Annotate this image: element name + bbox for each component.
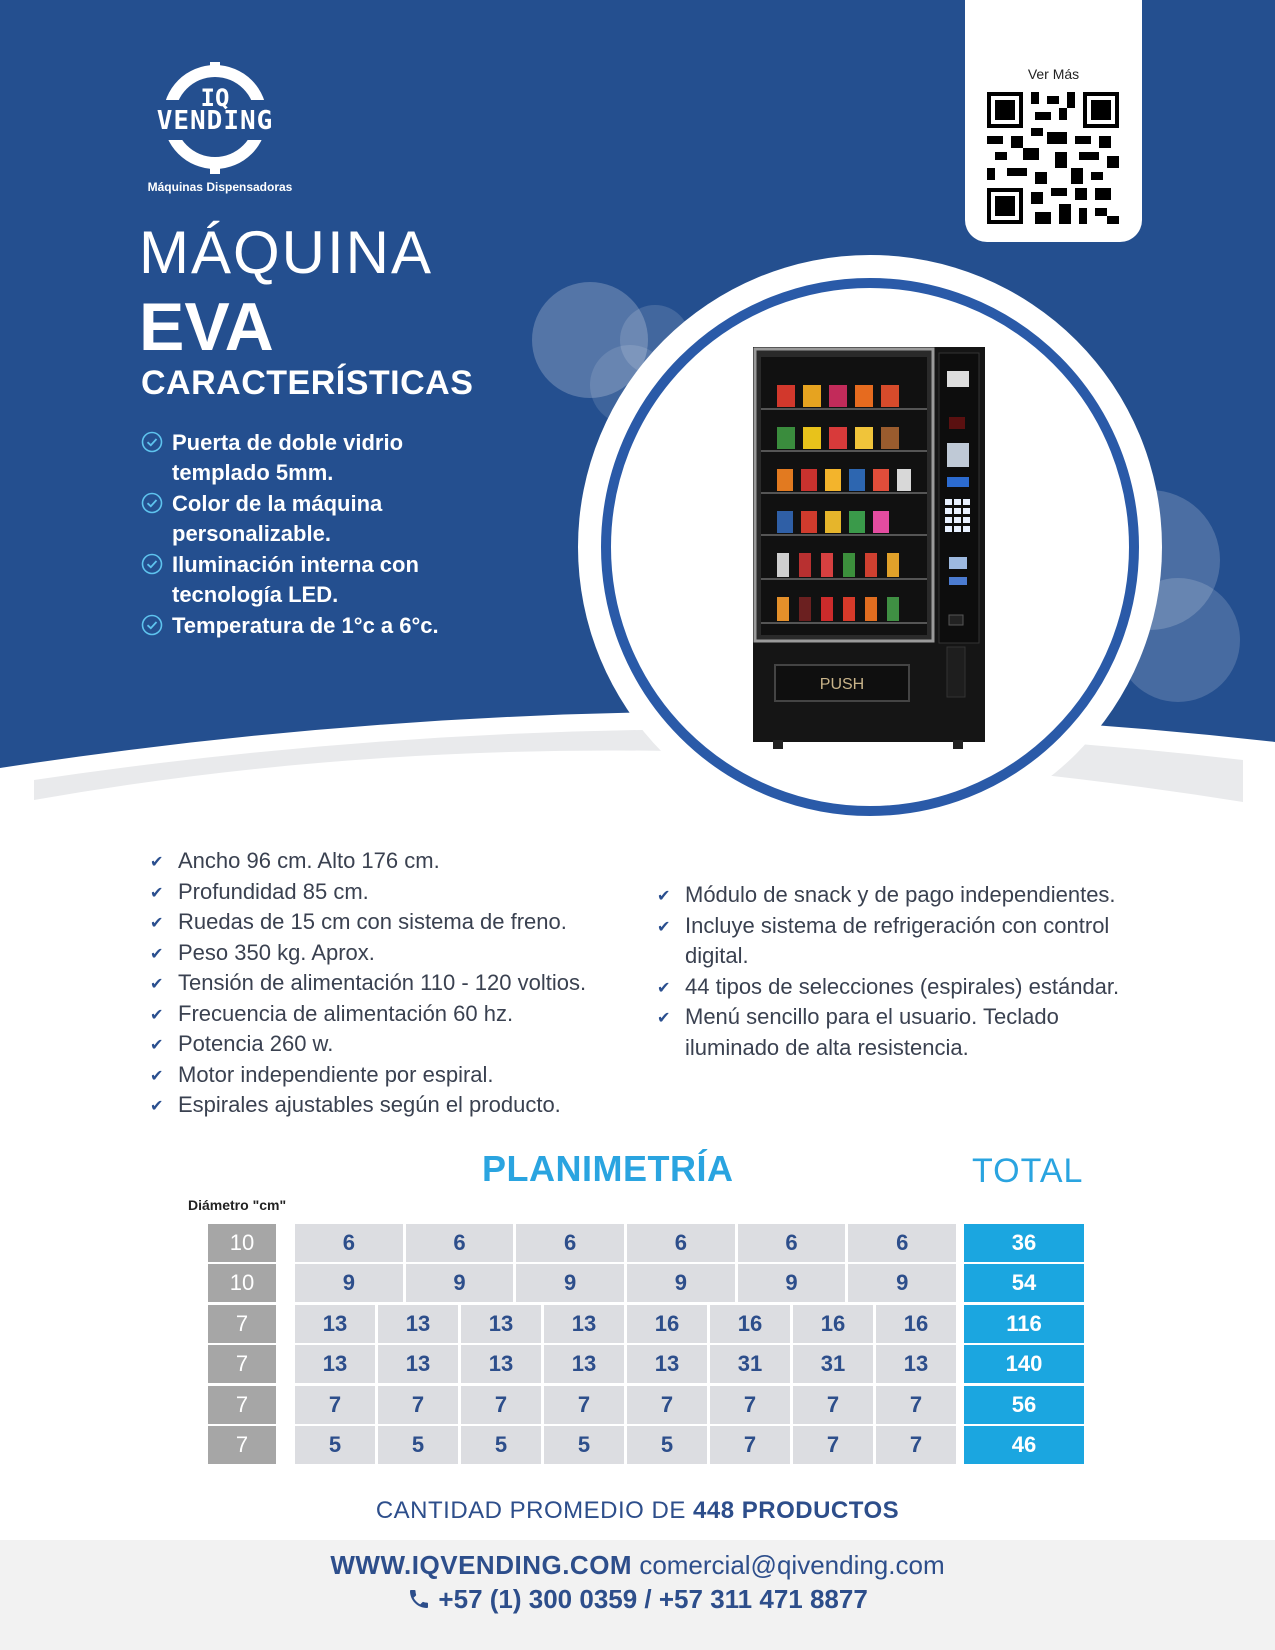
table-cell: 7 [627,1386,707,1424]
table-cell: 13 [544,1345,624,1383]
table-cell: 31 [710,1345,790,1383]
table-cell: 6 [738,1224,846,1262]
total-cell: 36 [964,1224,1084,1262]
spec-text: Ruedas de 15 cm con sistema de freno. [178,909,567,934]
diameter-cell: 10 [208,1264,276,1302]
table-cell: 7 [544,1386,624,1424]
spec-text: Peso 350 kg. Aprox. [178,939,375,965]
planimetria-title: PLANIMETRÍA [482,1148,734,1189]
push-label: PUSH [819,676,865,693]
feature-item [141,611,501,641]
check-icon: ✔ [150,854,164,871]
table-cell: 7 [876,1386,956,1424]
qr-label: Ver Más [1027,66,1080,82]
table-cell: 5 [295,1426,375,1464]
title-eva: EVA [139,289,274,365]
check-circle-icon [141,553,163,575]
spec-item [146,846,646,877]
spec-item [146,968,646,999]
spec-text: Profundidad 85 cm. [178,878,369,904]
table-cell: 9 [738,1264,846,1302]
table-cell: 9 [295,1264,403,1302]
table-cell: 9 [406,1264,514,1302]
footer-contact-line [0,1550,1275,1581]
check-icon: ✔ [150,1067,164,1085]
table-cell: 16 [710,1305,790,1343]
summary-line [0,1497,1275,1525]
table-cell: 16 [627,1305,707,1343]
table-cell: 5 [378,1426,458,1464]
table-cell: 9 [627,1264,735,1302]
feature-text: Color de la máquina personalizable. [172,491,383,546]
total-cell: 56 [964,1386,1084,1424]
feature-text: Iluminación interna con tecnología LED. [172,552,419,607]
check-circle-icon [141,492,163,514]
diameter-label: Diámetro "cm" [188,1197,287,1213]
table-cell: 13 [544,1305,624,1343]
logo-tagline: Máquinas Dispensadoras [147,180,293,194]
table-cell: 6 [295,1224,403,1262]
table-cell: 6 [516,1224,624,1262]
spec-item [653,972,1123,1003]
table-cell: 7 [876,1426,956,1464]
table-cell: 6 [406,1224,514,1262]
feature-item [141,550,501,610]
spec-text: Menú sencillo para el usuario. Teclado iluminado de alta resistencia. [685,1004,1059,1060]
title-caracteristicas: CARACTERÍSTICAS [141,364,474,402]
spec-text: Espirales ajustables según el producto. [178,1092,561,1117]
feature-item [141,428,501,488]
spec-item [146,938,646,969]
spec-item [146,1029,646,1060]
table-cell: 6 [627,1224,735,1262]
title-maquina: MÁQUINA [139,219,434,286]
table-cell: 16 [793,1305,873,1343]
logo-vending: VENDING [156,106,274,136]
check-icon: ✔ [150,884,164,902]
iq-vending-logo [140,62,300,202]
table-cell: 13 [295,1305,375,1343]
spec-item [653,911,1123,972]
phone-numbers[interactable]: +57 (1) 300 0359 / +57 311 471 8877 [438,1584,868,1614]
spec-item [653,880,1123,911]
table-cell: 7 [461,1386,541,1424]
total-cell: 140 [964,1345,1084,1383]
diameter-cell: 7 [208,1345,276,1383]
table-cell: 7 [793,1386,873,1424]
row-cells [295,1345,956,1383]
feature-item [141,489,501,549]
table-cell: 7 [710,1426,790,1464]
total-cell: 46 [964,1426,1084,1464]
website-link[interactable]: WWW.IQVENDING.COM [330,1550,633,1580]
specs-left-list [146,846,646,1121]
spec-item [653,1002,1123,1063]
check-icon: ✔ [657,888,671,905]
summary-prefix: CANTIDAD PROMEDIO DE [375,1497,686,1524]
spec-item [146,907,646,938]
table-cell: 7 [793,1426,873,1464]
footer-phone-line [0,1584,1275,1615]
table-cell: 6 [848,1224,956,1262]
table-cell: 31 [793,1345,873,1383]
specs-right-list [653,880,1123,1063]
check-icon: ✔ [150,976,164,993]
check-icon: ✔ [150,945,164,963]
row-cells [295,1386,956,1424]
spec-text: Tensión de alimentación 110 - 120 voltios. [178,970,587,995]
check-icon: ✔ [657,979,671,997]
table-cell: 13 [876,1345,956,1383]
total-title: TOTAL [972,1152,1084,1190]
summary-total: 448 PRODUCTOS [693,1497,900,1524]
check-icon: ✔ [657,918,671,936]
diameter-cell: 7 [208,1426,276,1464]
diameter-cell: 7 [208,1305,276,1343]
spec-text: Frecuencia de alimentación 60 hz. [178,1000,514,1026]
qr-card[interactable] [965,0,1142,242]
table-cell: 7 [295,1386,375,1424]
row-cells [295,1224,956,1262]
row-cells [295,1426,956,1464]
total-cell: 54 [964,1264,1084,1302]
table-cell: 7 [378,1386,458,1424]
diameter-cell: 10 [208,1224,276,1262]
table-cell: 13 [378,1305,458,1343]
spec-text: Potencia 260 w. [178,1031,334,1056]
table-cell: 16 [876,1305,956,1343]
check-icon: ✔ [150,1006,164,1024]
feature-text: Puerta de doble vidrio templado 5mm. [172,430,404,485]
row-cells [295,1264,956,1302]
table-cell: 5 [627,1426,707,1464]
spec-item [146,1060,646,1091]
email-link[interactable]: comercial@qivending.com [639,1550,945,1580]
total-cell: 116 [964,1305,1084,1343]
phone-icon [407,1587,431,1611]
table-cell: 13 [378,1345,458,1383]
feature-list [141,428,501,642]
table-cell: 7 [710,1386,790,1424]
table-cell: 13 [461,1345,541,1383]
qr-code-icon[interactable] [987,92,1119,224]
table-cell: 13 [627,1345,707,1383]
table-cell: 9 [516,1264,624,1302]
check-icon: ✔ [657,1010,671,1027]
spec-item [146,999,646,1030]
table-cell: 13 [461,1305,541,1343]
table-cell: 5 [461,1426,541,1464]
diameter-cell: 7 [208,1386,276,1424]
table-cell: 5 [544,1426,624,1464]
check-icon: ✔ [150,915,164,932]
spec-item [146,877,646,908]
check-icon: ✔ [150,1098,164,1115]
table-cell: 9 [848,1264,956,1302]
check-circle-icon [141,431,163,453]
spec-text: 44 tipos de selecciones (espirales) estándar. [685,973,1120,999]
feature-text: Temperatura de 1°c a 6°c. [172,613,439,638]
check-icon: ✔ [150,1037,164,1054]
spec-text: Ancho 96 cm. Alto 176 cm. [178,848,440,873]
spec-text: Módulo de snack y de pago independientes. [685,882,1116,907]
row-cells [295,1305,956,1343]
vending-machine-image [753,347,985,749]
table-cell: 13 [295,1345,375,1383]
logo-iq: IQ [200,84,230,112]
spec-text: Incluye sistema de refrigeración con control digital. [685,912,1110,968]
check-circle-icon [141,614,163,636]
spec-text: Motor independiente por espiral. [178,1061,494,1087]
spec-item [146,1090,646,1121]
